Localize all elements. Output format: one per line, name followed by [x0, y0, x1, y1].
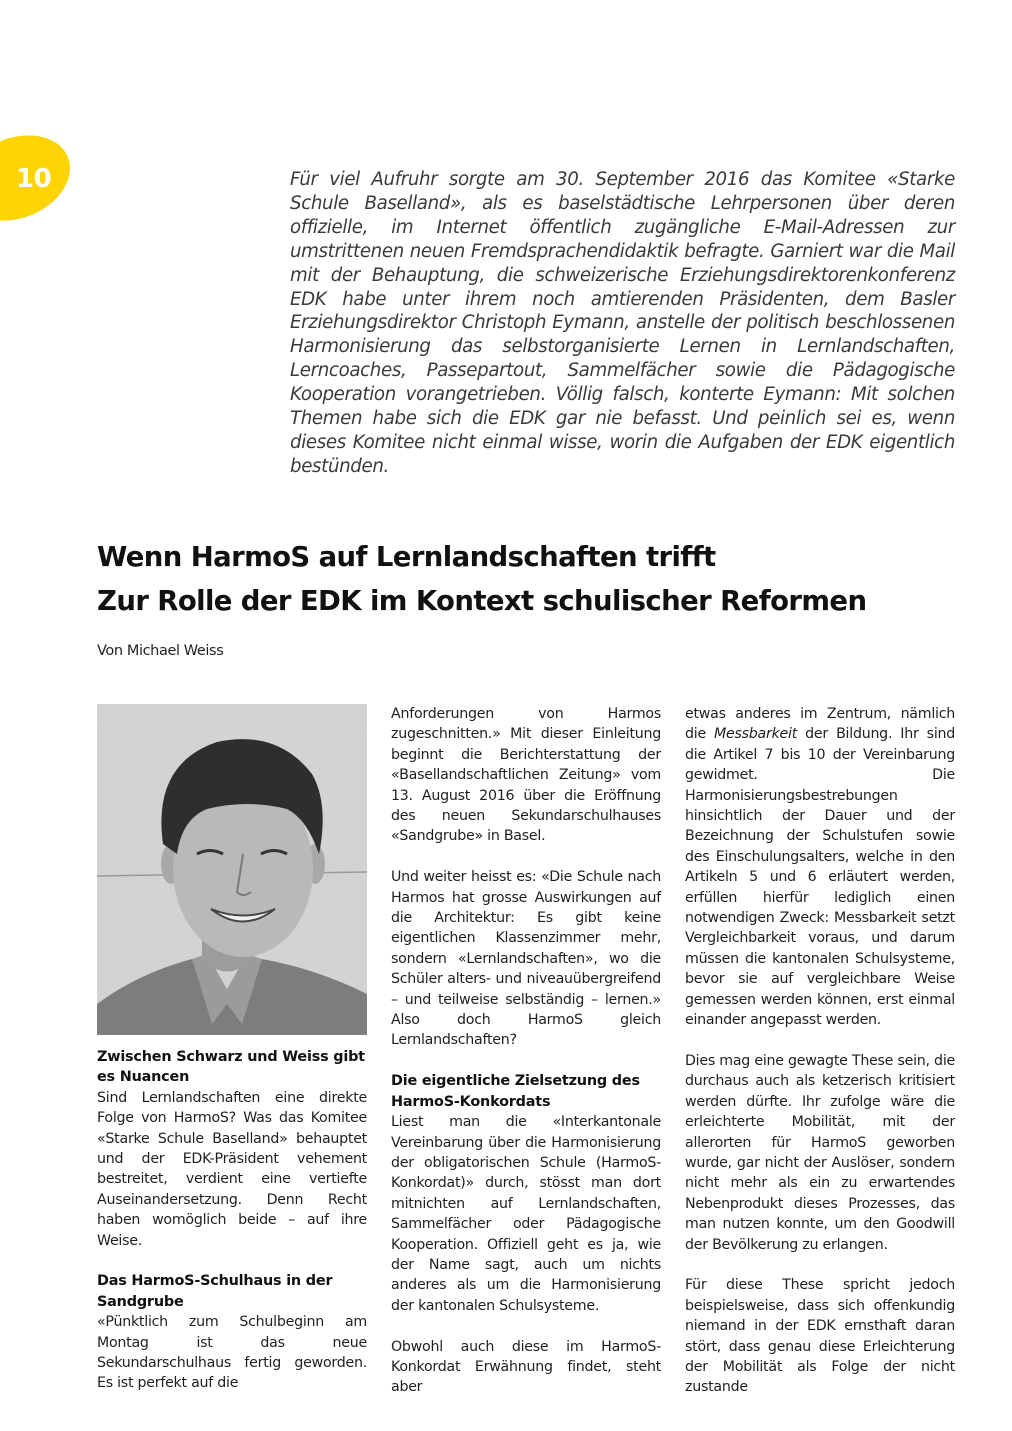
- text-run: etwas anderes im Zentrum, nämlich die: [685, 706, 955, 743]
- intro-lead-paragraph: Für viel Aufruhr sorgte am 30. September 2016 das Komitee «Starke Schule Baselland», als es baselstädtische Lehrpersonen über deren offizielle, im Internet öffentlich zugängliche E-Mail-Adressen zur umstrittenen neuen Fremdsprachendidaktik befragte. Garniert war die Mail mit der Behauptung, die schweizerische Erziehungsdirektorenkonferenz EDK habe unter ihrem noch amtierenden Präsidenten, dem Basler Erziehungsdirektor Christoph Eymann, anstelle der politisch beschlossenen Harmonisierung das selbstorganisierte Lernen in Lernlandschaften, Lerncoaches, Passepartout, Sammelfächer sowie die Pädagogische Kooperation vorangetrieben. Völlig falsch, konterte Eymann: Mit solchen Themen habe sich die EDK gar nie befasst. Und peinlich sei es, wenn dieses Komitee nicht einmal wisse, worin die Aufgaben der EDK eigentlich bestünden.: [290, 169, 955, 477]
- section-heading-sandgrube: Das HarmoS-Schulhaus in der Sandgrube: [97, 1273, 333, 1310]
- byline: Von Michael Weiss: [97, 643, 224, 659]
- paragraph: Liest man die «Interkantonale Vereinbarung über die Harmonisierung der obligatorischen Schule (HarmoS-Konkordat)» durch, stösst man dort mitnichten auf Lernlandschaften, Sammelfächer oder Pädagogische Kooperation. Offiziell geht es ja, wie der Name sagt, auch um nichts anderes als um die Harmonisierung der kantonalen Schulsysteme.: [391, 1114, 661, 1314]
- paragraph: Sind Lernlandschaften eine direkte Folge von HarmoS? Was das Komitee «Starke Schule Baselland» behauptet und der EDK-Präsident vehement bestreitet, verdient eine vertiefte Auseinandersetzung. Denn Recht haben womöglich beide – auf ihre Weise.: [97, 1089, 367, 1249]
- paragraph: «Pünktlich zum Schulbeginn am Montag ist das neue Sekundarschulhaus fertig geworden. Es ist perfekt auf die: [97, 1314, 367, 1392]
- page-number: 10: [16, 164, 52, 194]
- paragraph: Obwohl auch diese im HarmoS-Konkordat Erwähnung findet, steht aber: [391, 1338, 661, 1396]
- column-1: [97, 704, 367, 1394]
- paragraph: Anforderungen von Harmos zugeschnitten.» Mit dieser Einleitung beginnt die Berichterstattung der «Basellandschaftlichen Zeitung» vom 13. August 2016 über die Eröffnung des neuen Sekundarschulhauses «Sandgrube» in Basel.: [391, 706, 661, 845]
- article-subtitle: Zur Rolle der EDK im Kontext schulischer Reformen: [97, 585, 867, 617]
- author-photo: [97, 704, 367, 1035]
- section-heading-zielsetzung: Die eigentliche Zielsetzung des HarmoS-Konkordats: [391, 1073, 640, 1110]
- paragraph: [685, 704, 955, 1031]
- portrait-image-icon: [97, 704, 367, 1035]
- column-3: [685, 704, 955, 1398]
- section-heading-nuancen: Zwischen Schwarz und Weiss gibt es Nuancen: [97, 1049, 365, 1086]
- emphasis-messbarkeit: Messbarkeit: [714, 726, 798, 743]
- text-run: der Bildung. Ihr sind die Artikel 7 bis 10 der Vereinbarung gewidmet. Die Harmonisierungsbestrebungen hinsichtlich der Dauer und der Bezeichnung der Schulstufen sowie des Einschulungsalters, welche in den Artikeln 5 und 6 erläutert werden, erfüllen hierfür lediglich einen notwendigen Zweck: Messbarkeit setzt Vergleichbarkeit voraus, und darum müssen die kantonalen Schulsysteme, bevor sie auf vergleichbare Weise gemessen werden können, erst einmal einander angepasst werden.: [685, 726, 956, 1029]
- paragraph: Und weiter heisst es: «Die Schule nach Harmos hat grosse Auswirkungen auf die Architektur: Es gibt keine eigentlichen Klassenzimmer mehr, sondern «Lernlandschaften», wo die Schüler alters- und niveauübergreifend – und teilweise selbständig – lernen.» Also doch HarmoS gleich Lernlandschaften?: [391, 869, 661, 1049]
- paragraph: Dies mag eine gewagte These sein, die durchaus auch als ketzerisch kritisiert werden dürfte. Ihr zufolge wäre die erleichterte Mobilität, mit der allerorten für HarmoS geworben wurde, gar nicht der Auslöser, sondern nicht mehr als ein zu erwartendes Nebenprodukt dieses Prozesses, das man nutzen konnte, um den Goodwill der Bevölkerung zu erlangen.: [685, 1052, 955, 1253]
- article-title: [97, 535, 977, 623]
- column-2: [391, 704, 661, 1398]
- article-title-line-1: Wenn HarmoS auf Lernlandschaften trifft: [97, 541, 716, 573]
- paragraph: Für diese These spricht jedoch beispielsweise, dass sich offenkundig niemand in der EDK ernsthaft daran stört, dass genau diese Erleichterung der Mobilität als Folge der nicht zustande: [685, 1277, 955, 1396]
